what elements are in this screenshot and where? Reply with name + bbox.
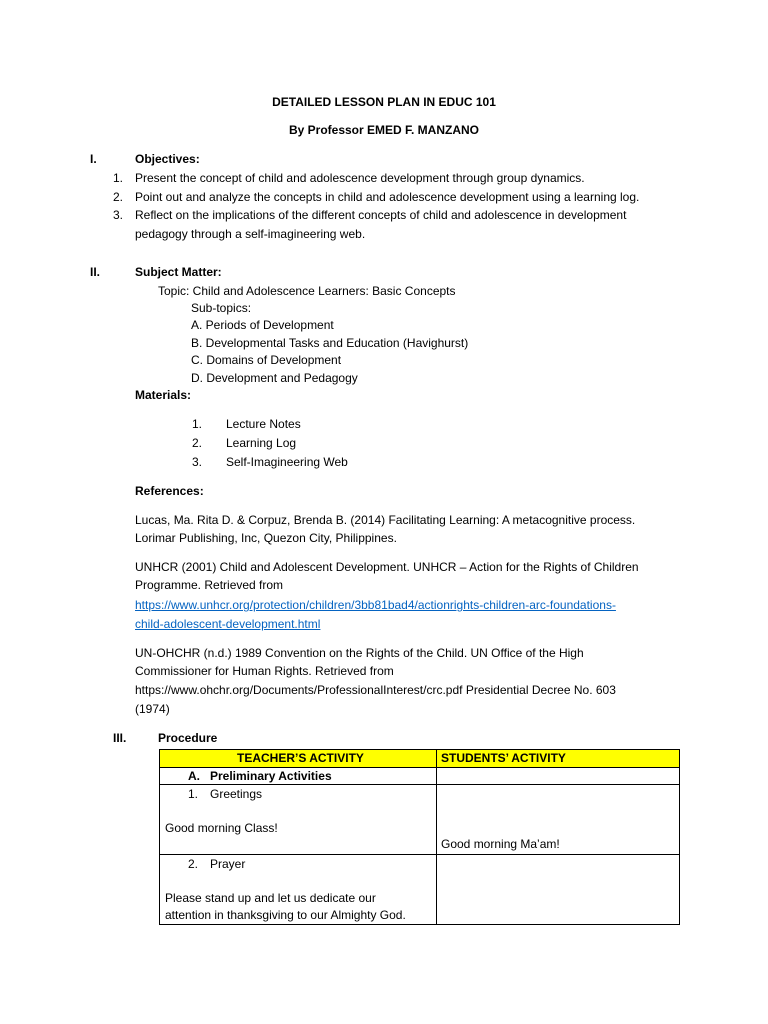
material-item-number: 3. [192, 455, 203, 469]
subtopic-item: A. Periods of Development [191, 318, 334, 332]
reference-link-line[interactable]: child-adolescent-development.html [135, 617, 321, 631]
table-header-row [160, 750, 680, 768]
objective-3-number: 3. [113, 208, 124, 222]
unhcr-reference-link[interactable] [135, 596, 616, 634]
header-teachers-activity: TEACHER’S ACTIVITY [160, 750, 437, 768]
teacher-activity-cell [160, 855, 437, 925]
reference-3-line: (1974) [135, 702, 170, 716]
objective-3-text-line-2: pedagogy through a self-imagineering web. [135, 227, 366, 241]
teacher-line: Please stand up and let us dedicate our [165, 891, 376, 905]
activity-number: 1. [188, 787, 199, 801]
activity-section-heading [160, 768, 436, 784]
activity-label: Prayer [210, 857, 246, 871]
section-heading-objectives: Objectives: [135, 152, 200, 166]
teacher-activity-cell [160, 785, 437, 855]
activity-number: 2. [188, 857, 199, 871]
activity-item [165, 786, 436, 803]
references-heading: References: [135, 484, 204, 498]
section-numeral-subject-matter: II. [90, 265, 101, 279]
objective-1-number: 1. [113, 171, 124, 185]
material-item-label: Lecture Notes [226, 417, 301, 431]
blank-line [165, 873, 436, 890]
reference-link-line[interactable]: https://www.unhcr.org/protection/children/3bb81bad4/actionrights-children-arc-foundations- [135, 598, 616, 612]
subtopics-label: Sub-topics: [191, 301, 252, 315]
reference-1-line: Lorimar Publishing, Inc, Quezon City, Philippines. [135, 531, 397, 545]
activity-item [165, 856, 436, 873]
student-line: Good morning Ma’am! [441, 837, 560, 851]
activity-section-label: Preliminary Activities [210, 769, 332, 783]
activity-label: Greetings [210, 787, 263, 801]
procedure-table [159, 749, 680, 925]
reference-3-line: UN-OHCHR (n.d.) 1989 Convention on the Rights of the Child. UN Office of the High [135, 646, 584, 660]
material-item-label: Learning Log [226, 436, 297, 450]
student-activity-cell [437, 855, 680, 925]
reference-1-line: Lucas, Ma. Rita D. & Corpuz, Brenda B. (2014) Facilitating Learning: A metacognitive process. [135, 513, 636, 527]
objective-2-number: 2. [113, 190, 124, 204]
teacher-line: attention in thanksgiving to our Almighty God. [165, 908, 406, 922]
teacher-line: Good morning Class! [165, 821, 278, 835]
header-students-activity: STUDENTS’ ACTIVITY [437, 750, 680, 768]
objective-3-text-line-1: Reflect on the implications of the different concepts of child and adolescence in development [135, 208, 627, 222]
reference-2-line: UNHCR (2001) Child and Adolescent Development. UNHCR – Action for the Rights of Children [135, 560, 639, 574]
subtopic-item: D. Development and Pedagogy [191, 371, 358, 385]
student-activity-cell [437, 785, 680, 855]
document-byline: By Professor EMED F. MANZANO [288, 123, 480, 137]
material-item-number: 2. [192, 436, 203, 450]
reference-3-line: https://www.ohchr.org/Documents/ProfessionalInterest/crc.pdf Presidential Decree No. 603 [135, 683, 616, 697]
table-row [160, 768, 680, 785]
section-heading-subject-matter: Subject Matter: [135, 265, 222, 279]
section-numeral-procedure: III. [113, 731, 127, 745]
objective-1-text: Present the concept of child and adolescence development through group dynamics. [135, 171, 585, 185]
reference-3-line: Commissioner for Human Rights. Retrieved from [135, 664, 394, 678]
reference-2-line: Programme. Retrieved from [135, 578, 284, 592]
subtopic-item: B. Developmental Tasks and Education (Havighurst) [191, 336, 469, 350]
section-heading-procedure: Procedure [158, 731, 218, 745]
materials-heading: Materials: [135, 388, 192, 402]
teacher-activity-cell [160, 768, 437, 785]
activity-section-letter: A. [188, 769, 200, 783]
topic-line: Topic: Child and Adolescence Learners: Basic Concepts [158, 284, 456, 298]
table-row [160, 785, 680, 855]
material-item-label: Self-Imagineering Web [226, 455, 348, 469]
section-numeral-objectives: I. [90, 152, 97, 166]
material-item-number: 1. [192, 417, 203, 431]
objective-2-text: Point out and analyze the concepts in child and adolescence development using a learning log. [135, 190, 640, 204]
subtopic-item: C. Domains of Development [191, 353, 342, 367]
document-title: DETAILED LESSON PLAN IN EDUC 101 [272, 95, 496, 109]
table-row [160, 855, 680, 925]
student-activity-cell [437, 768, 680, 785]
blank-line [165, 803, 436, 820]
